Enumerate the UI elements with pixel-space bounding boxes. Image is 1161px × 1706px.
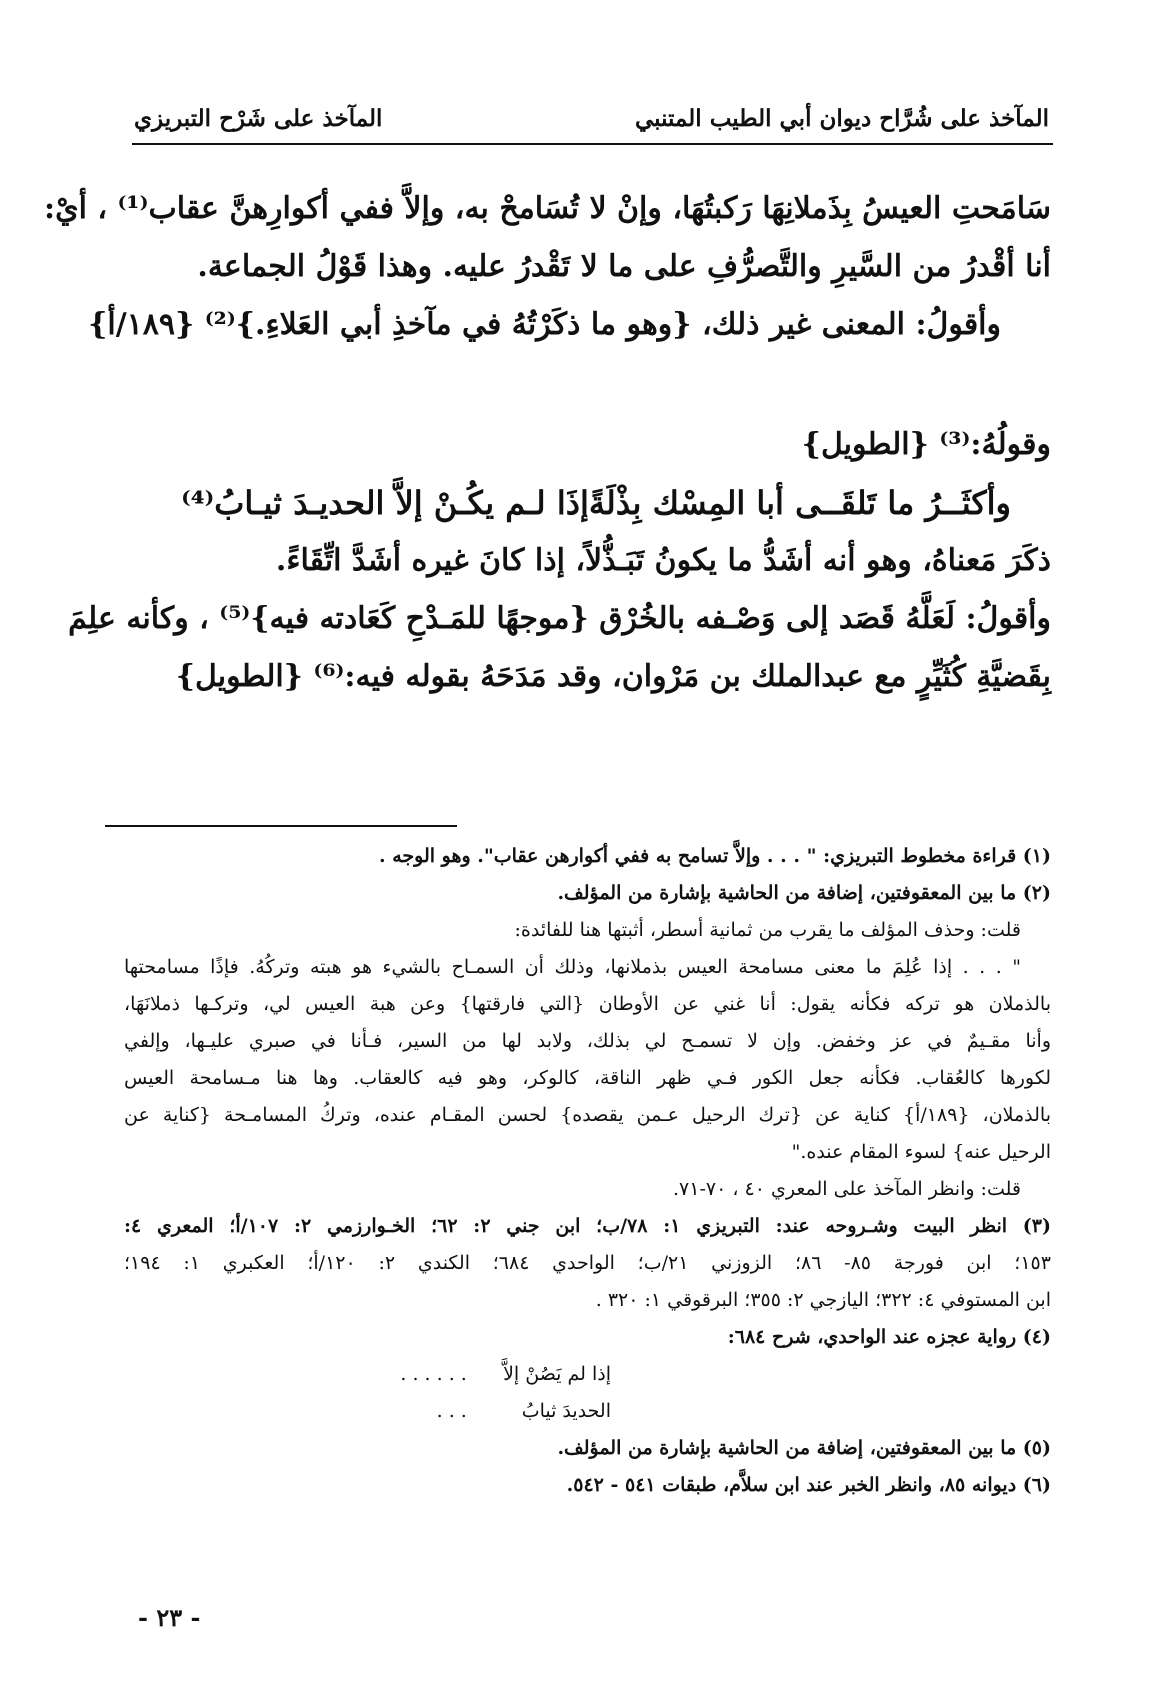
- footnote-3-line: (٣) انظر البيت وشـروحه عند: التبريزي ١: ٧٨/ب؛ ابن جني ٢: ٦٢؛ الخـوارزمي ٢: ١٠٧/أ؛ المعري ٤:: [124, 1215, 1051, 1237]
- quote-intro: وقولُهُ:⁽³⁾ {الطويل}: [801, 427, 1051, 462]
- footnote-2-quote-line: وأنا مقـيمٌ في عز وخفض. وإن لا تسمـح لي بذلك، ولابد لها من السير، فـأنا في صبري عليـها، وإلفي: [124, 1030, 1051, 1052]
- footnote-1: (١) قراءة مخطوط التبريزي: " . . . وإلاَّ تسامح به ففي أكوارهن عقاب". وهو الوجه .: [378, 845, 1051, 867]
- footnote-3-line: ١٥٣؛ ابن فورجة ٨٥- ٨٦؛ الزوزني ٢١/ب؛ الواحدي ٦٨٤؛ الكندي ٢: ١٢٠/أ؛ العكبري ١: ١٩٤؛: [124, 1252, 1051, 1274]
- footnote-4: (٤) رواية عجزه عند الواحدي، شرح ٦٨٤:: [727, 1326, 1051, 1348]
- body-line: بِقَضيَّةِ كُثَيِّرٍ مع عبدالملك بن مَرْوان، وقد مَدَحَهُ بقوله فيه:⁽⁶⁾ {الطويل}: [175, 659, 1051, 694]
- verse-first-hemistich: وأكثَــرُ ما تَلقَــى أبا المِسْك بِذْلَةً: [588, 484, 1011, 522]
- footnote-2-quote-line: " . . . إذا عُلِمَ ما معنى مسامحة العيس بذملانها، وذلك أن السمـاح بالشيء هو هبته وتركُهُ. فإذًا مسامحتها: [124, 956, 1021, 978]
- footnote-2-quote-line: لكورها كالعُقاب. فكأنه جعل الكور فـي ظهر الناقة، كالوكر، وهو فيه كالعقاب. وها هنا مـسامحة العيس: [124, 1067, 1051, 1089]
- poem-verse: [120, 474, 1051, 532]
- body-line: أنا أقْدرُ من السَّيرِ والتَّصرُّفِ على ما لا تَقْدرُ عليه. وهذا قَوْلُ الجماعة.: [197, 249, 1051, 284]
- footnote-2-quote-line: بالذملان هو تركه فكأنه يقول: أنا غني عن الأوطان {التي فارقتها} وعن هبة العيس لي، وتركـها ذملانَهَا،: [124, 993, 1051, 1015]
- footnote-4-verse-first: . . . . . . . . .: [400, 1363, 467, 1422]
- footnote-5: (٥) ما بين المعقوفتين، إضافة من الحاشية بإشارة من المؤلف.: [557, 1437, 1051, 1459]
- verse-second-hemistich: إذَا لـم يكُـنْ إلاَّ الحديـدَ ثيـابُ⁽⁴⁾: [181, 484, 589, 522]
- header-rule: [132, 143, 1053, 145]
- body-line: ذكَرَ مَعناهُ، وهو أنه أشَدُّ ما يكونُ تَبَـذُّلاً، إذا كانَ غيره أشَدَّ اتِّقَاءً.: [275, 543, 1051, 578]
- footnote-3-line: ابن المستوفي ٤: ٣٢٢؛ اليازجي ٢: ٣٥٥؛ البرقوقي ١: ٣٢٠ .: [595, 1289, 1051, 1311]
- footnote-2-quote-line: الرحيل عنه} لسوء المقام عنده.": [791, 1141, 1051, 1163]
- footnote-4-verse-second: إذا لم يَصُنْ إلاَّ الحديدَ ثيابُ: [503, 1363, 611, 1422]
- header-section-title: المآخذ على شَرْح التبريزي: [134, 105, 383, 132]
- section-gap: [120, 354, 1051, 416]
- body-line: وأقولُ: لَعَلَّهُ قَصَد إلى وَصْـفه بالخُرْق {موجهًا للمَـدْحِ كَعَادته فيه}⁽⁵⁾ ، وكأنه علِمَ: [68, 601, 1051, 636]
- footnote-2-quote-line: بالذملان، {١٨٩/أ} كناية عن {ترك الرحيل عـمن يقصده} لحسن المقـام عنده، وتركُ المسامـحة {كناية عن: [124, 1104, 1051, 1126]
- running-header: [134, 88, 1049, 132]
- footnotes: [124, 838, 1051, 1504]
- footnote-2: (٢) ما بين المعقوفتين، إضافة من الحاشية بإشارة من المؤلف.: [557, 882, 1051, 904]
- main-text: [44, 180, 1051, 706]
- body-line: وأقولُ: المعنى غير ذلك، {وهو ما ذكَرْتُهُ في مآخذِ أبي العَلاءِ.}⁽²⁾ {١٨٩/أ}: [88, 307, 1001, 342]
- footnote-rule: [105, 825, 457, 827]
- footnote-2-reference: قلت: وانظر المآخذ على المعري ٤٠ ، ٧٠-٧١.: [673, 1178, 1021, 1200]
- page-number: - ٢٣ -: [138, 1603, 201, 1632]
- header-book-title: المآخذ على شُرَّاح ديوان أبي الطيب المتنبي: [635, 105, 1049, 132]
- footnote-6: (٦) ديوانه ٨٥، وانظر الخبر عند ابن سلاَّم، طبقات ٥٤١ - ٥٤٢.: [566, 1474, 1051, 1496]
- body-line: سَامَحتِ العيسُ بِذَملانِهَا رَكبتُهَا، وإنْ لا تُسَامحْ به، وإلاَّ ففي أكوارِهنَّ عقاب⁽¹⁾ ، أيْ:: [44, 191, 1051, 226]
- footnote-2-note: قلت: وحذف المؤلف ما يقرب من ثمانية أسطر، أثبتها هنا للفائدة:: [514, 919, 1021, 941]
- footnote-4-verse: [124, 1356, 1051, 1430]
